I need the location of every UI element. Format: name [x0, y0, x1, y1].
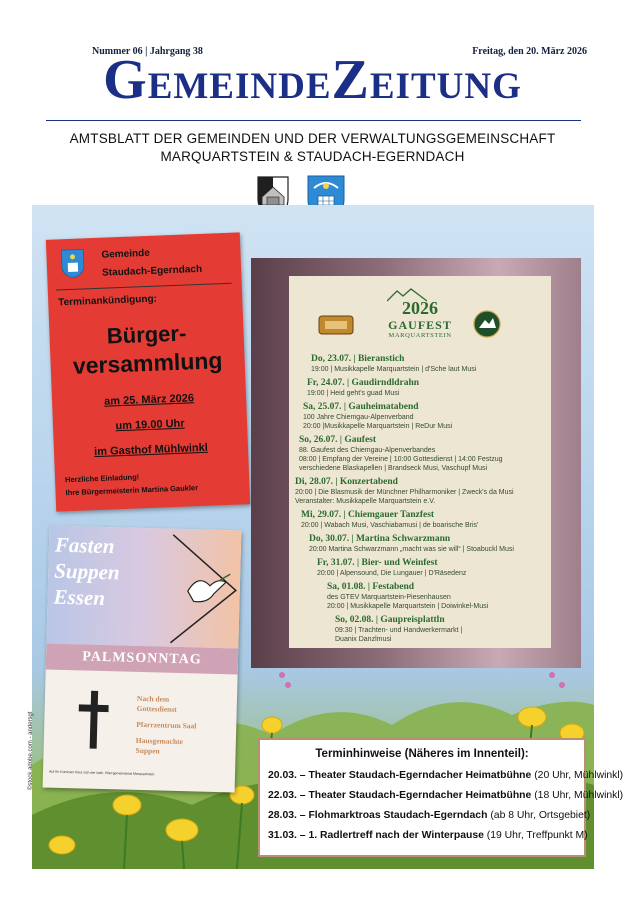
dove-arrow-icon	[146, 532, 241, 648]
palmsonntag-text: PALMSONNTAG	[82, 649, 202, 668]
termin-item-4-title: 31.03. – 1. Radlertreff nach der Winterpause	[268, 830, 484, 841]
subtitle-line-2: MARQUARTSTEIN & STAUDACH-EGERNDACH	[160, 149, 465, 164]
fasten-note-4: Hausgemachte	[135, 735, 184, 747]
event-6-detail-1: 20:00 | Wabach Musi, Vaschiabamusi | de boarische Bris'	[301, 522, 479, 529]
event-6-title: Mi, 29.07. | Chiemgauer Tanzfest	[301, 510, 435, 520]
gaufest-place: MARQUARTSTEIN	[388, 332, 452, 339]
termin-item-1-detail: (20 Uhr, Mühlwinkl)	[531, 770, 624, 781]
event-3-title: Sa, 25.07. | Gauheimatabend	[303, 402, 419, 412]
event-8-detail-1: 20:00 | Alpensound, Die Lungauer | D'Räsedenz	[317, 570, 467, 577]
event-2-title: Fr, 24.07. | Gaudirndldrahn	[307, 378, 420, 388]
terminhinweise-box	[258, 738, 624, 857]
masthead-cap-z: Z	[331, 49, 370, 111]
masthead-title	[0, 40, 625, 127]
event-4-detail-2: 08:00 | Empfang der Vereine | 10:00 Gottesdienst | 14:00 Festzug	[299, 456, 503, 463]
event-4-detail-1: 88. Gaufest des Chiemgau-Alpenverbandes	[299, 447, 436, 454]
gaufest-badge-icon	[317, 312, 355, 338]
flyer-municipality-line1: Gemeinde	[101, 247, 151, 261]
masthead-rule	[46, 120, 581, 121]
masthead-subtitle	[0, 130, 625, 166]
termin-item-2-title: 22.03. – Theater Staudach-Egerndacher Heimatbühne	[268, 790, 532, 801]
termin-item-3-detail: (ab 8 Uhr, Ortsgebiet)	[487, 810, 591, 821]
issue-date: Freitag, den 20. März 2026	[472, 46, 587, 57]
termin-item-2	[268, 790, 623, 801]
fasten-note-1: Nach dem	[136, 693, 170, 704]
event-1-title: Do, 23.07. | Bieranstich	[311, 354, 405, 364]
buergerversammlung-flyer	[46, 232, 250, 511]
termin-item-1-title: 20.03. – Theater Staudach-Egerndacher Heimatbühne	[268, 770, 532, 781]
event-10-detail-2: Duanix Danzlmusi	[335, 636, 392, 643]
fasten-note-2: Gottesdienst	[136, 703, 177, 714]
event-8-title: Fr, 31.07. | Bier- und Weinfest	[317, 558, 438, 568]
staudach-egerndach-crest-small-icon	[60, 248, 85, 279]
flyer-municipality-line2: Staudach-Egerndach	[101, 263, 203, 279]
event-2-detail-1: 19:00 | Heid geht's guad Musi	[307, 390, 400, 397]
flyer-signature: Ihre Bürgermeisterin Martina Gaukler	[65, 483, 199, 498]
event-1-detail-1: 19:00 | Musikkapelle Marquartstein | d'Sche laut Musi	[311, 366, 477, 373]
termin-item-3	[268, 810, 590, 821]
flyer-announcement: Terminankündigung:	[58, 293, 158, 309]
termin-item-4	[268, 830, 588, 841]
event-9-detail-2: 20:00 | Musikkapelle Marquartstein | Doiwinkel-Musi	[327, 603, 489, 610]
termin-item-1	[268, 770, 623, 781]
event-5-title: Di, 28.07. | Konzertabend	[295, 477, 398, 487]
flyer-date: am 25. März 2026	[103, 392, 195, 408]
fasten-note-3: Pfarrzentrum Saal	[136, 719, 197, 731]
masthead-word1: EMEINDE	[147, 66, 332, 107]
fastensuppen-flyer	[43, 526, 242, 793]
masthead-word2: EITUNG	[369, 66, 522, 107]
event-7-title: Do, 30.07. | Martina Schwarzmann	[309, 534, 451, 544]
termin-item-2-detail: (18 Uhr, Mühlwinkl)	[531, 790, 624, 801]
event-9-title: Sa, 01.08. | Festabend	[327, 582, 415, 592]
flyer-invite: Herzliche Einladung!	[64, 472, 140, 485]
fasten-footer: Auf Ihr Kommen freut sich der kath. Pfarrgemeinderat Marquartstein	[48, 769, 155, 777]
gaufest-year: 2026	[402, 298, 438, 318]
flyer-divider	[56, 283, 232, 291]
event-4-title: So, 26.07. | Gaufest	[299, 435, 377, 445]
event-3-detail-2: 20:00 |Musikkapelle Marquartstein | ReDur Musi	[303, 423, 453, 430]
event-7-detail-1: 20:00 Martina Schwarzmann „macht was sie will“ | Stoabuckl Musi	[309, 546, 514, 553]
event-10-title: So, 02.08. | Gaupreisplattln	[335, 615, 445, 625]
termin-item-3-title: 28.03. – Flohmarktroas Staudach-Egerndach	[268, 810, 488, 821]
flyer-venue: im Gasthof Mühlwinkl	[93, 441, 209, 459]
event-9-detail-1: des GTEV Marquartstein-Piesenhausen	[327, 594, 451, 601]
gaufest-name: GAUFEST	[388, 318, 452, 332]
masthead-cap-g: G	[103, 49, 148, 111]
event-4-detail-3: verschiedene Blaskapellen | Brandseck Musi, Vaschupf Musi	[299, 465, 488, 472]
fasten-title	[53, 532, 120, 612]
subtitle-line-1: AMTSBLATT DER GEMEINDEN UND DER VERWALTUNGSGEMEINSCHAFT	[69, 131, 556, 146]
fasten-note-5: Suppen	[135, 745, 160, 756]
fasten-line-3: Essen	[53, 584, 106, 611]
event-3-detail-1: 100 Jahre Chiemgau-Alpenverband	[303, 414, 414, 421]
event-5-detail-2: Veranstalter: Musikkapelle Marquartstein e.V.	[295, 498, 436, 505]
issue-info: Nummer 06 | Jahrgang 38	[92, 46, 203, 57]
flyer-headline-1: Bürger-	[106, 320, 187, 349]
fasten-notes	[135, 694, 233, 758]
flyer-time: um 19.00 Uhr	[115, 417, 185, 433]
palmsonntag-banner	[46, 643, 239, 674]
cross-icon	[78, 690, 110, 749]
fasten-line-2: Suppen	[53, 558, 120, 585]
flyer-headline-2: versammlung	[72, 347, 223, 379]
chiemgau-alpenverband-logo-icon	[473, 310, 501, 338]
image-credit: ©stock.adobe.com - andersgt	[28, 711, 34, 790]
gaufest-paper	[289, 276, 551, 648]
terminhinweise-heading: Terminhinweise (Näheres im Innenteil):	[315, 748, 529, 760]
fasten-line-1: Fasten	[54, 532, 115, 559]
termin-item-4-detail: (19 Uhr, Treffpunkt M)	[483, 830, 588, 841]
event-10-detail-1: 09:30 | Trachten- und Handwerkermarkt |	[335, 627, 463, 634]
event-5-detail-1: 20:00 | Die Blasmusik der Münchner Philharmoniker | Zweck's da Musi	[295, 489, 514, 496]
